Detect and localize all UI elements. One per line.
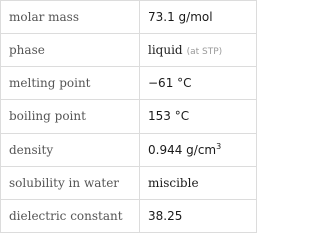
table-row: [1, 100, 257, 133]
density-unit-exponent: 3: [216, 141, 222, 151]
property-value-phase: [140, 34, 257, 67]
property-label-melting-point: melting point: [1, 67, 140, 100]
property-value-melting-point: −61 °C: [140, 67, 257, 100]
property-value-solubility: miscible: [140, 166, 257, 199]
phase-note: (at STP): [186, 47, 223, 58]
property-value-boiling-point: 153 °C: [140, 100, 257, 133]
table-row: [1, 199, 257, 232]
property-label-density: density: [1, 133, 140, 166]
property-label-phase: phase: [1, 34, 140, 67]
table-row: [1, 67, 257, 100]
property-label-boiling-point: boiling point: [1, 100, 140, 133]
property-label-molar-mass: molar mass: [1, 1, 140, 34]
phase-value: liquid: [148, 43, 183, 58]
table-row: [1, 1, 257, 34]
property-value-molar-mass: 73.1 g/mol: [140, 1, 257, 34]
table-row: [1, 166, 257, 199]
table-row: [1, 133, 257, 166]
density-value: 0.944 g/cm: [148, 142, 217, 157]
property-label-dielectric-constant: dielectric constant: [1, 199, 140, 232]
property-label-solubility: solubility in water: [1, 166, 140, 199]
table-row: [1, 34, 257, 67]
property-value-dielectric-constant: 38.25: [140, 199, 257, 232]
property-value-density: [140, 133, 257, 166]
